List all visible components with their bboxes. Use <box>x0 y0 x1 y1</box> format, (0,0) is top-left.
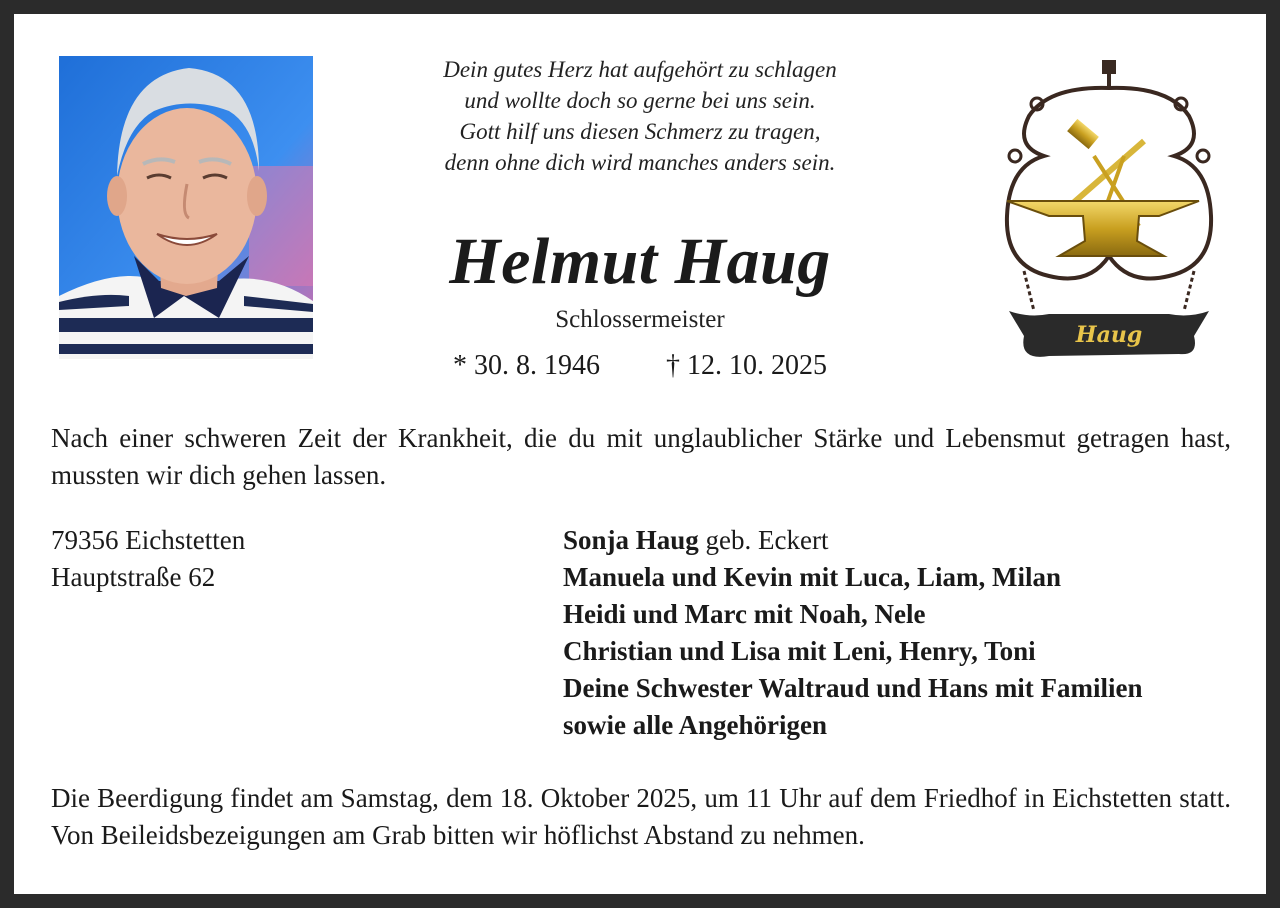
mourner-line <box>563 707 1243 744</box>
life-dates <box>374 348 906 384</box>
poem-line: Gott hilf uns diesen Schmerz zu tragen, <box>459 119 821 144</box>
poem-line: denn ohne dich wird manches anders sein. <box>444 150 836 175</box>
mourner-line <box>563 633 1243 670</box>
address-line: 79356 Eichstetten <box>51 525 246 555</box>
death-date: † 12. 10. 2025 <box>666 350 827 381</box>
mourner-name: Manuela und Kevin mit Luca, Liam, Milan <box>563 562 1062 592</box>
portrait-illustration <box>59 56 313 359</box>
spouse-maiden-name: geb. Eckert <box>698 525 829 555</box>
address-block <box>51 522 471 596</box>
intro-paragraph: Nach einer schweren Zeit der Krankheit, die du mit unglaublicher Stärke und Lebensmut getragen hast, mussten wir dich gehen lassen. <box>51 423 1231 490</box>
mourner-name: sowie alle Angehörigen <box>563 710 827 740</box>
poem-line: Dein gutes Herz hat aufgehört zu schlagen <box>443 57 837 82</box>
mourner-spouse <box>563 522 1243 559</box>
portrait-photo <box>59 56 313 359</box>
birth-date: * 30. 8. 1946 <box>453 350 600 381</box>
banner-text: Haug <box>1075 322 1143 348</box>
mourner-name: Christian und Lisa mit Leni, Henry, Toni <box>563 636 1036 666</box>
deceased-profession: Schlossermeister <box>555 306 725 333</box>
poem <box>374 54 906 178</box>
poem-line: und wollte doch so gerne bei uns sein. <box>464 88 816 113</box>
mourner-name: Deine Schwester Waltraud und Hans mit Familien <box>563 673 1143 703</box>
anvil-hammer-sign-icon <box>989 56 1229 366</box>
funeral-notice: Die Beerdigung findet am Samstag, dem 18. Oktober 2025, um 11 Uhr auf dem Friedhof in Eichstetten statt. Von Beileidsbezeigungen am Grab bitten wir höflichst Abstand zu nehmen. <box>51 783 1231 850</box>
mourner-line <box>563 670 1243 707</box>
mourners-list <box>563 522 1243 744</box>
mourner-line <box>563 596 1243 633</box>
mourner-line <box>563 559 1243 596</box>
mourner-name: Heidi und Marc mit Noah, Nele <box>563 599 926 629</box>
address-line: Hauptstraße 62 <box>51 562 216 592</box>
obituary-card <box>14 14 1266 894</box>
spouse-name: Sonja Haug <box>563 525 699 555</box>
deceased-name: Helmut Haug <box>449 225 831 298</box>
